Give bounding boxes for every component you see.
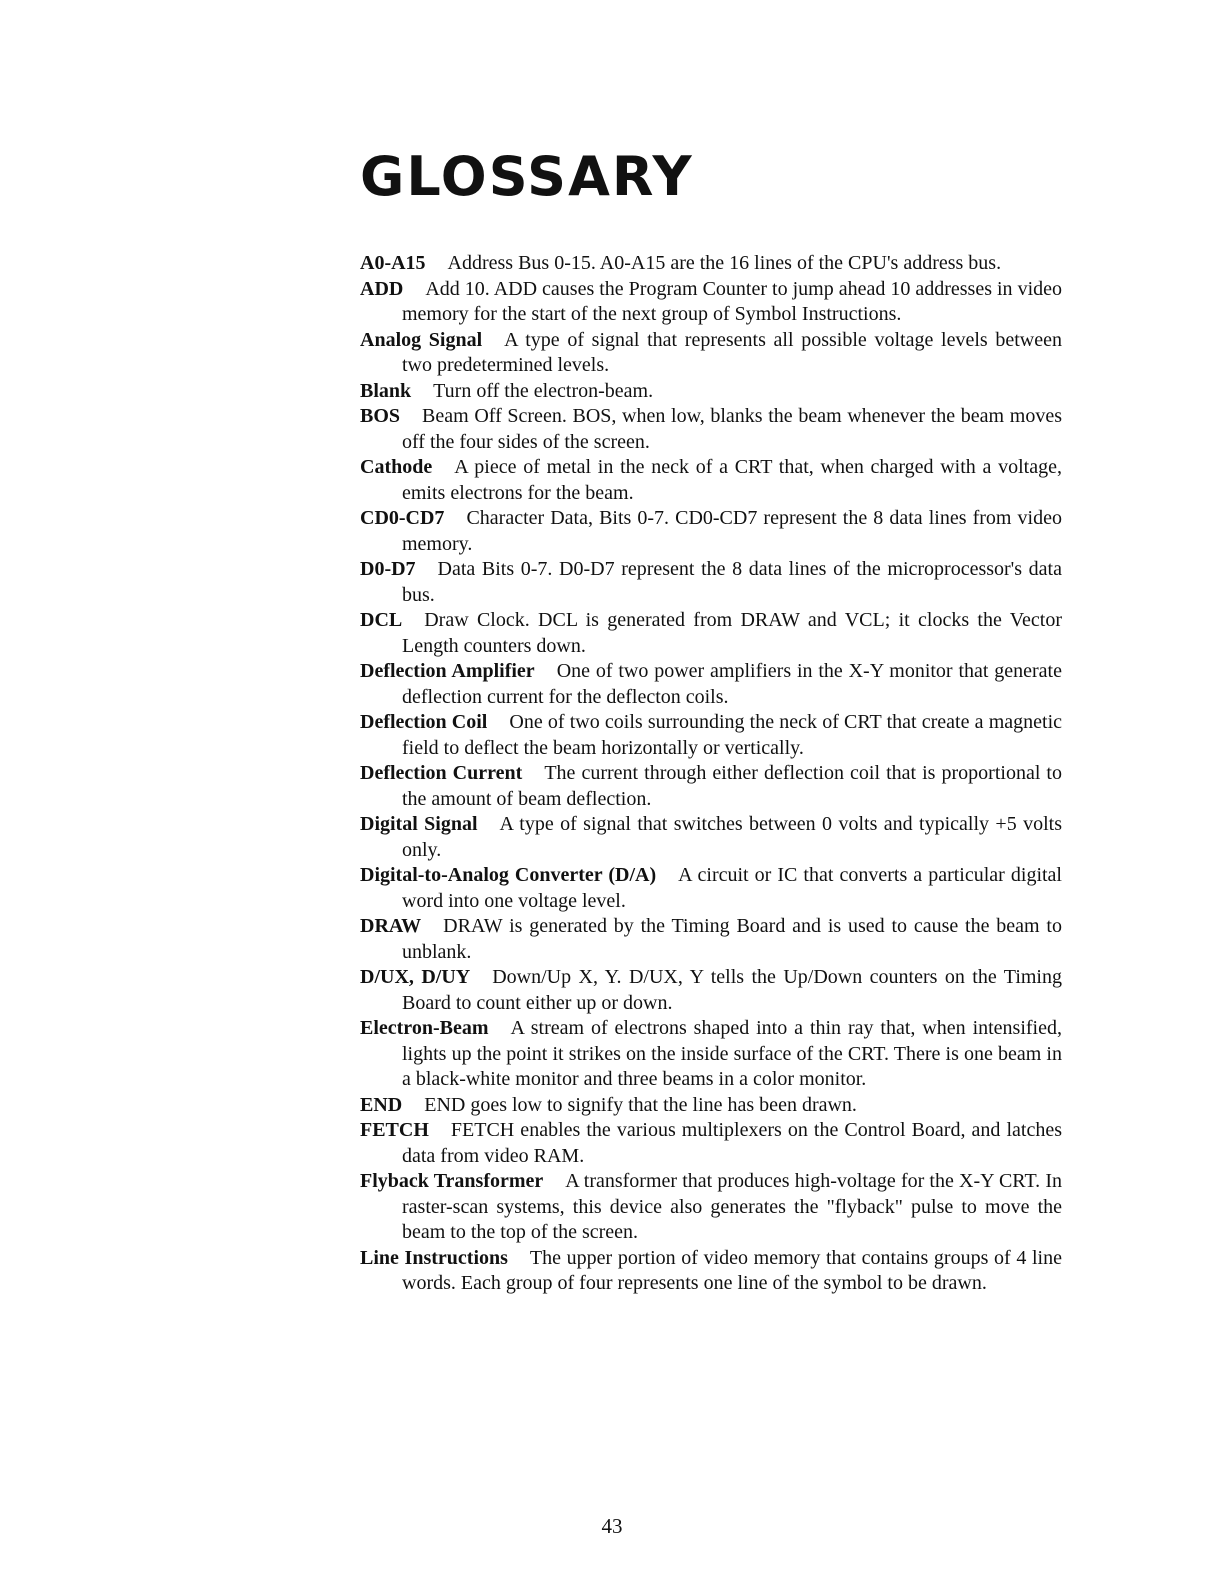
glossary-definition: FETCH enables the various multiplexers on the Control Board, and latches data from video RAM. [402,1119,1062,1167]
glossary-definition: One of two power amplifiers in the X-Y monitor that generate deflection current for the deflecton coils. [402,660,1062,708]
glossary-term: Cathode [360,456,433,478]
glossary-entry [360,863,1062,914]
glossary-term: DRAW [360,915,422,937]
glossary-term: D/UX, D/UY [360,966,471,988]
glossary-definition: A stream of electrons shaped into a thin ray that, when intensified, lights up the point it strikes on the inside surface of the CRT. There is one beam in a black-white monitor and three beams in a color monitor. [402,1017,1062,1090]
glossary-entry [360,761,1062,812]
glossary-definition: A piece of metal in the neck of a CRT that, when charged with a voltage, emits electrons for the beam. [402,456,1062,504]
glossary-definition: Beam Off Screen. BOS, when low, blanks the beam whenever the beam moves off the four sides of the screen. [402,405,1062,453]
glossary-definition: The current through either deflection coil that is proportional to the amount of beam deflection. [402,762,1062,810]
glossary-definition: Data Bits 0-7. D0-D7 represent the 8 data lines of the microprocessor's data bus. [402,558,1062,606]
glossary-entry [360,1169,1062,1246]
glossary-definition: A type of signal that represents all possible voltage levels between two predetermined levels. [402,328,1062,376]
glossary-term: Flyback Transformer [360,1170,544,1192]
glossary-term: Deflection Coil [360,711,488,733]
glossary-definition: Turn off the electron-beam. [433,379,654,402]
glossary-definition: The upper portion of video memory that contains groups of 4 line words. Each group of four represents one line of the symbol to be drawn. [402,1246,1062,1294]
glossary-term: ADD [360,277,404,300]
glossary-definition: Draw Clock. DCL is generated from DRAW and VCL; it clocks the Vector Length counters down. [402,609,1062,657]
glossary-definition: A circuit or IC that converts a particular digital word into one voltage level. [402,864,1062,912]
glossary-definition: END goes low to signify that the line has been drawn. [424,1093,857,1116]
glossary-list [360,251,1062,1297]
glossary-entry [360,379,1062,405]
page-title: GLOSSARY [360,145,694,208]
glossary-definition: DRAW is generated by the Timing Board and is used to cause the beam to unblank. [402,915,1062,963]
glossary-entry [360,965,1062,1016]
glossary-entry [360,251,1062,277]
glossary-entry [360,812,1062,863]
glossary-definition: Add 10. ADD causes the Program Counter to jump ahead 10 addresses in video memory for the start of the next group of Symbol Instructions. [402,277,1062,325]
glossary-entry [360,659,1062,710]
glossary-definition: One of two coils surrounding the neck of CRT that create a magnetic field to deflect the beam horizontally or vertically. [402,711,1062,759]
glossary-term: D0-D7 [360,558,416,580]
glossary-term: Deflection Current [360,762,523,784]
glossary-definition: A transformer that produces high-voltage for the X-Y CRT. In raster-scan systems, this device also generates the "flyback" pulse to move the beam to the top of the screen. [402,1170,1062,1243]
glossary-term: DCL [360,609,403,631]
glossary-term: CD0-CD7 [360,507,445,529]
glossary-entry [360,557,1062,608]
glossary-definition: A type of signal that switches between 0 volts and typically +5 volts only. [402,813,1062,861]
glossary-term: END [360,1093,403,1116]
glossary-entry [360,455,1062,506]
glossary-term: Digital Signal [360,813,478,835]
glossary-term: Deflection Amplifier [360,660,535,682]
glossary-term: Analog Signal [360,328,483,351]
glossary-entry [360,914,1062,965]
glossary-term: Blank [360,379,412,402]
glossary-entry [360,404,1062,455]
glossary-term: Digital-to-Analog Converter (D/A) [360,864,657,886]
glossary-entry [360,710,1062,761]
glossary-term: FETCH [360,1119,429,1141]
glossary-term: Electron-Beam [360,1017,489,1039]
glossary-definition: Address Bus 0-15. A0-A15 are the 16 lines of the CPU's address bus. [447,252,1002,274]
glossary-entry [360,1246,1062,1297]
glossary-entry [360,1118,1062,1169]
glossary-entry [360,1093,1062,1119]
glossary-entry [360,328,1062,379]
page-number: 43 [601,1514,623,1538]
glossary-entry [360,506,1062,557]
glossary-definition: Character Data, Bits 0-7. CD0-CD7 represent the 8 data lines from video memory. [402,507,1062,555]
glossary-term: BOS [360,405,401,427]
glossary-entry [360,1016,1062,1093]
glossary-entry [360,277,1062,328]
glossary-definition: Down/Up X, Y. D/UX, Y tells the Up/Down counters on the Timing Board to count either up or down. [402,966,1062,1014]
glossary-entry [360,608,1062,659]
glossary-term: A0-A15 [360,252,426,274]
glossary-term: Line Instructions [360,1246,508,1269]
